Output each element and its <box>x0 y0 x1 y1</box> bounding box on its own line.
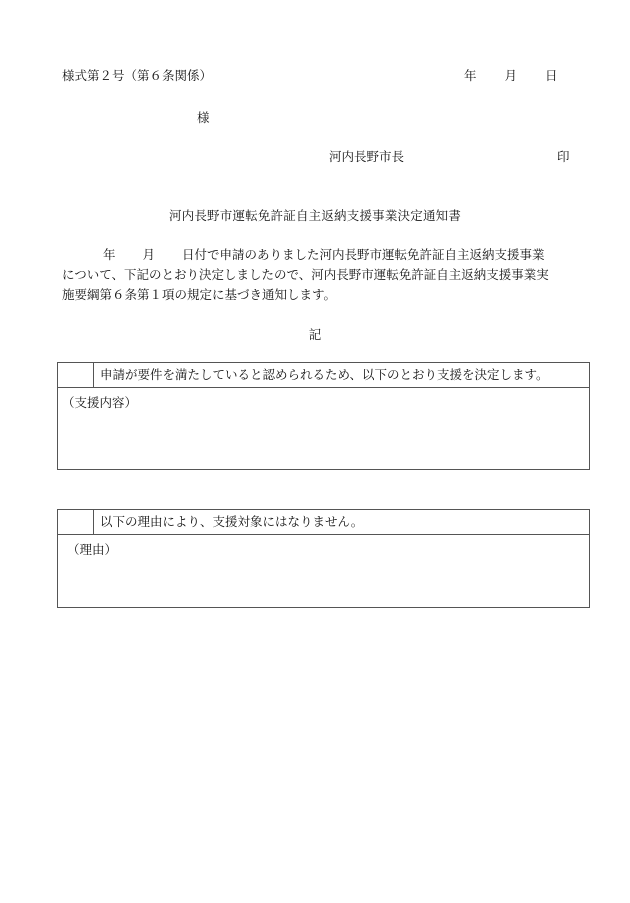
body-line-3: 施要綱第６条第１項の規定に基づき通知します。 <box>62 287 337 302</box>
body-line-1 <box>62 245 590 265</box>
addressee-honorific: 様 <box>197 110 210 125</box>
approval-box <box>57 362 590 470</box>
approval-checkbox-cell[interactable] <box>58 363 94 387</box>
rejection-statement: 以下の理由により、支援対象にはなりません。 <box>100 514 364 529</box>
issuer-name: 河内長野市長 <box>329 149 405 164</box>
rejection-checkbox-cell[interactable] <box>58 510 94 534</box>
date-year-label: 年 <box>464 68 477 83</box>
document-title: 河内長野市運転免許証自主返納支援事業決定通知書 <box>168 208 462 223</box>
seal-mark: 印 <box>557 149 570 164</box>
notice-body <box>62 245 590 305</box>
body-month-label: 月 <box>142 247 156 262</box>
date-line <box>464 66 558 84</box>
approval-statement: 申請が要件を満たしていると認められるため、以下のとおり支援を決定します。 <box>100 367 549 382</box>
approval-header-row <box>58 363 589 388</box>
rejection-header-row <box>58 510 589 535</box>
date-month-label: 月 <box>504 68 518 83</box>
body-line-1-text: 日付で申請のありました河内長野市運転免許証自主返納支援事業 <box>182 247 545 262</box>
rejection-box <box>57 509 590 608</box>
form-number: 様式第２号（第６条関係） <box>62 68 213 83</box>
body-line-2: について、下記のとおり決定しましたので、河内長野市運転免許証自主返納支援事業実 <box>62 267 549 282</box>
body-year-label: 年 <box>103 247 116 262</box>
reason-label: （理由） <box>67 542 118 557</box>
ki-heading: 記 <box>308 327 322 342</box>
date-day-label: 日 <box>545 68 558 83</box>
support-content-label: （支援内容） <box>62 395 138 410</box>
